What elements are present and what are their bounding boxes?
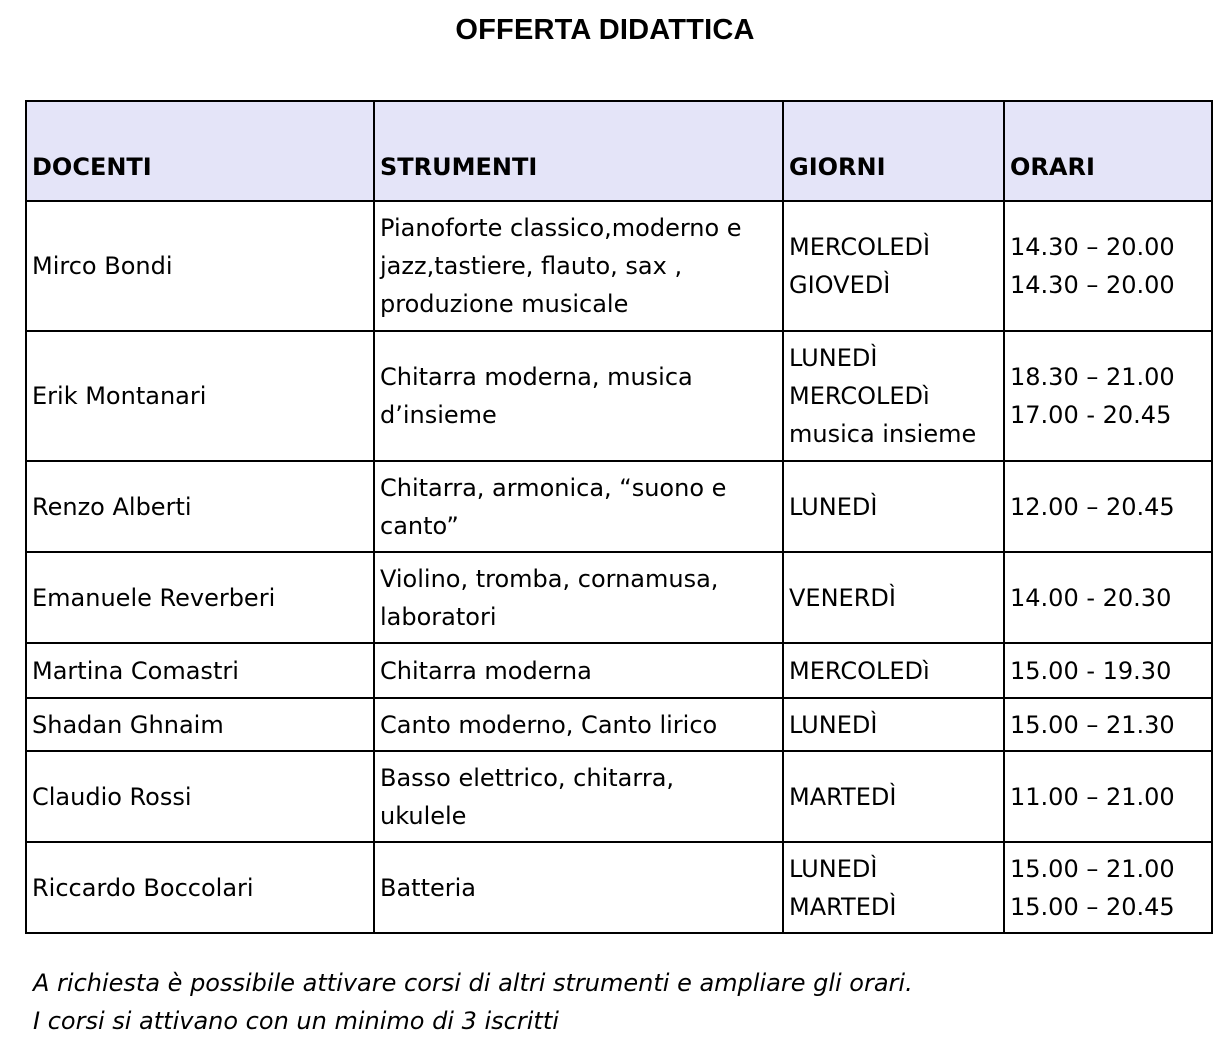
cell-orari [1004,331,1212,461]
cell-strumenti-line: Chitarra moderna, musica [380,363,693,391]
cell-orari [1004,643,1212,698]
cell-docente: Mirco Bondi [26,201,374,331]
cell-giorni-line: MERCOLEDì [789,656,930,685]
header-strumenti: STRUMENTI [374,101,783,201]
cell-strumenti-line: laboratori [380,602,497,631]
cell-strumenti-line: Pianoforte classico,moderno e [380,214,742,242]
cell-strumenti [374,751,783,842]
cell-strumenti-line: jazz,tastiere, flauto, sax , [380,252,683,280]
cell-orari-line: 14.00 - 20.30 [1010,583,1172,612]
cell-giorni-line: LUNEDÌ [789,854,878,883]
cell-strumenti [374,643,783,698]
schedule-table [25,100,1213,934]
cell-strumenti-line: ukulele [380,801,467,830]
cell-orari-line: 15.00 – 21.30 [1010,710,1175,739]
cell-orari [1004,842,1212,933]
cell-giorni [783,643,1004,698]
cell-strumenti [374,698,783,751]
cell-orari-line: 14.30 – 20.00 [1010,233,1175,261]
cell-strumenti-line: Basso elettrico, chitarra, [380,763,675,792]
cell-giorni-line: LUNEDÌ [789,344,878,372]
cell-strumenti-line: canto” [380,511,459,540]
table-row [26,842,1212,933]
footer-note [33,964,913,1040]
table-row [26,698,1212,751]
page-title: OFFERTA DIDATTICA [455,14,755,46]
cell-strumenti [374,201,783,331]
cell-docente: Martina Comastri [26,643,374,698]
cell-orari [1004,751,1212,842]
cell-orari-line: 17.00 - 20.45 [1010,401,1172,429]
cell-docente: Riccardo Boccolari [26,842,374,933]
cell-docente: Claudio Rossi [26,751,374,842]
cell-strumenti-line: d’insieme [380,401,497,429]
cell-giorni-line: LUNEDÌ [789,710,878,739]
table-body [26,201,1212,933]
table-row [26,461,1212,552]
footer-line: I corsi si attivano con un minimo di 3 iscritti [33,1007,559,1035]
cell-strumenti-line: Chitarra moderna [380,656,592,685]
table-header-row [26,101,1212,201]
cell-strumenti [374,331,783,461]
cell-giorni [783,842,1004,933]
header-docenti: DOCENTI [26,101,374,201]
cell-giorni [783,552,1004,643]
footer-line: A richiesta è possibile attivare corsi di altri strumenti e ampliare gli orari. [33,969,913,997]
cell-giorni-line: MARTEDÌ [789,782,897,811]
cell-orari-line: 14.30 – 20.00 [1010,271,1175,299]
cell-strumenti-line: Batteria [380,873,476,902]
cell-strumenti-line: Canto moderno, Canto lirico [380,710,718,739]
cell-orari-line: 15.00 – 21.00 [1010,854,1175,883]
cell-giorni [783,461,1004,552]
header-orari: ORARI [1004,101,1212,201]
cell-strumenti [374,842,783,933]
table-row [26,201,1212,331]
cell-giorni-line: MERCOLEDì [789,382,930,410]
cell-docente: Erik Montanari [26,331,374,461]
table-row [26,331,1212,461]
cell-orari [1004,698,1212,751]
cell-giorni-line: MARTEDÌ [789,892,897,921]
cell-giorni-line: VENERDÌ [789,583,896,612]
table-row [26,751,1212,842]
cell-giorni [783,751,1004,842]
cell-giorni-line: LUNEDÌ [789,492,878,521]
cell-orari-line: 11.00 – 21.00 [1010,782,1175,811]
cell-docente: Renzo Alberti [26,461,374,552]
cell-orari [1004,461,1212,552]
cell-strumenti [374,552,783,643]
cell-giorni [783,201,1004,331]
cell-orari-line: 12.00 – 20.45 [1010,492,1175,521]
cell-giorni-line: MERCOLEDÌ [789,233,931,261]
cell-orari-line: 15.00 – 20.45 [1010,892,1175,921]
cell-giorni [783,331,1004,461]
cell-orari [1004,552,1212,643]
cell-docente: Shadan Ghnaim [26,698,374,751]
cell-giorni-line: musica insieme [789,420,977,448]
cell-strumenti-line: Violino, tromba, cornamusa, [380,564,719,593]
cell-strumenti-line: Chitarra, armonica, “suono e [380,473,727,502]
cell-strumenti [374,461,783,552]
cell-giorni [783,698,1004,751]
cell-docente: Emanuele Reverberi [26,552,374,643]
cell-orari-line: 15.00 - 19.30 [1010,656,1172,685]
header-giorni: GIORNI [783,101,1004,201]
table-row [26,643,1212,698]
cell-orari-line: 18.30 – 21.00 [1010,363,1175,391]
cell-orari [1004,201,1212,331]
table-row [26,552,1212,643]
cell-giorni-line: GIOVEDÌ [789,271,891,299]
cell-strumenti-line: produzione musicale [380,290,629,318]
